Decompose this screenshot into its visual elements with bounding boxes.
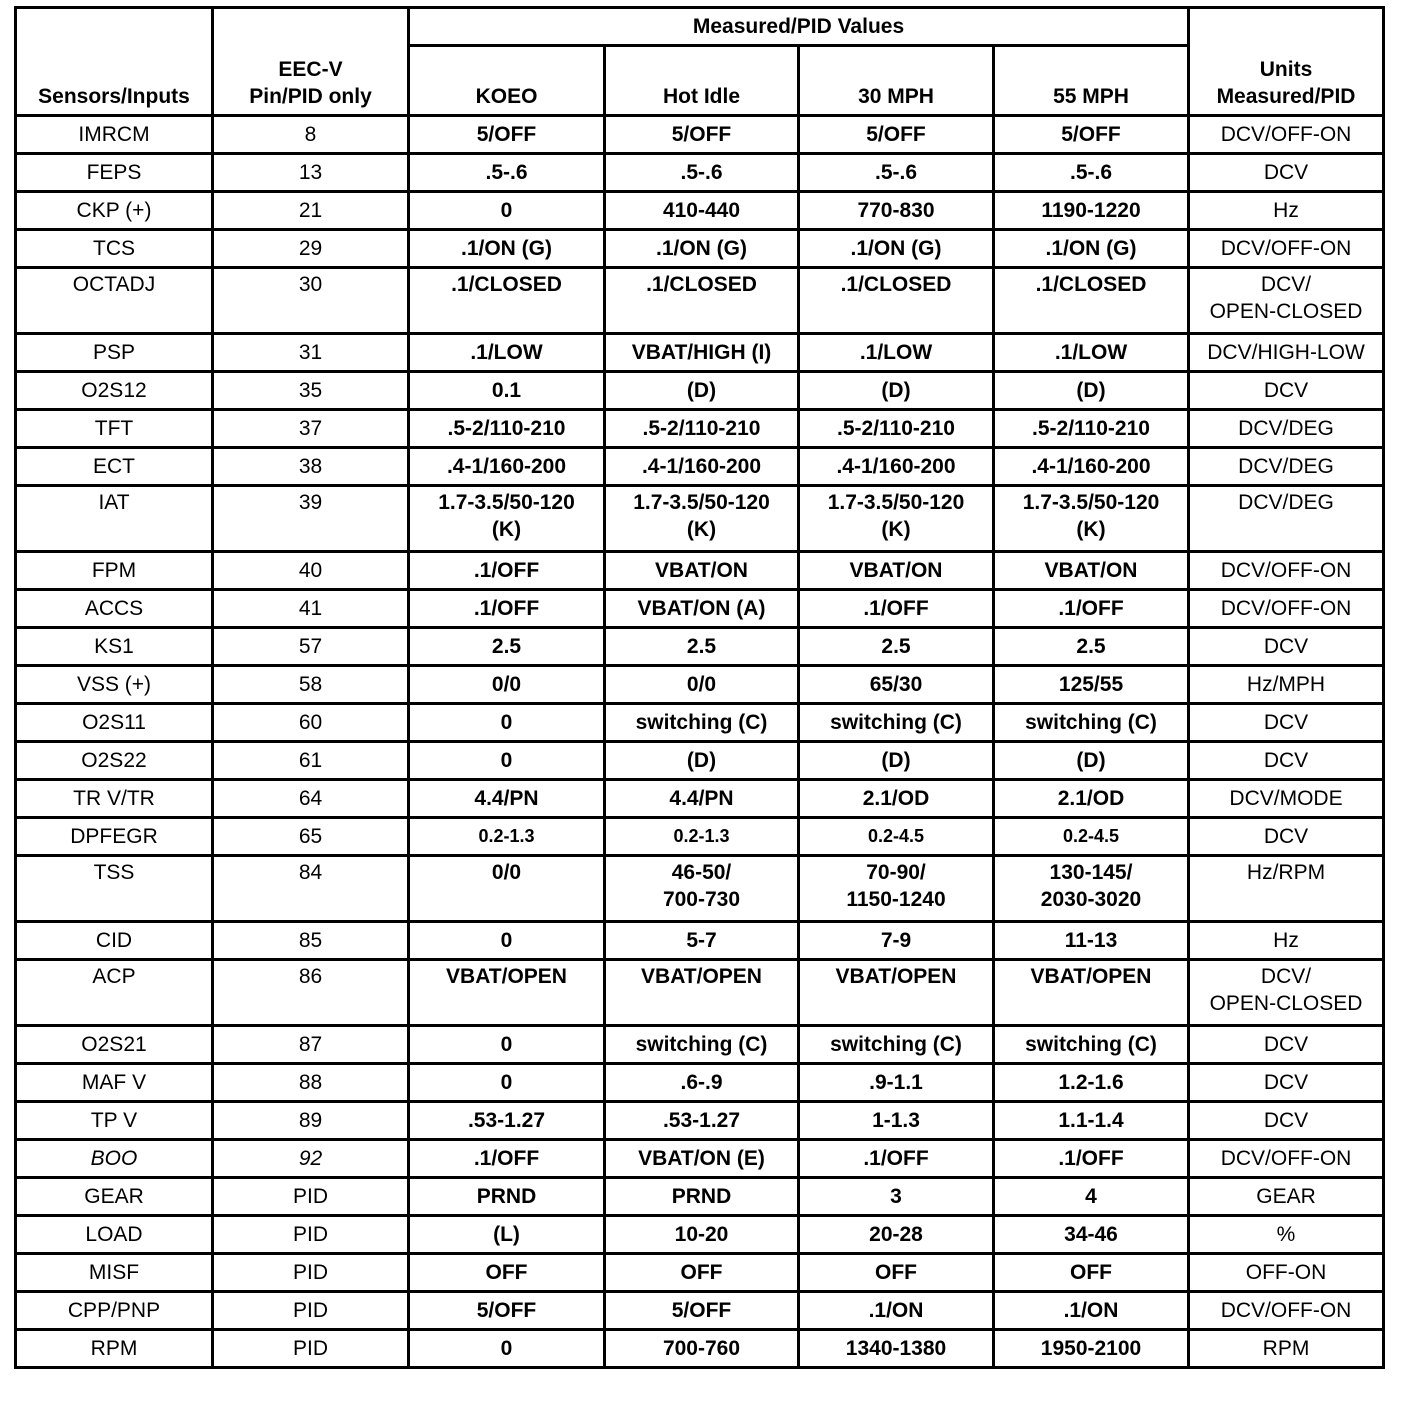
pin-cell: PID xyxy=(213,1216,409,1254)
header-units xyxy=(1189,8,1384,116)
table-row xyxy=(16,1216,1384,1254)
koeo-cell: (L) xyxy=(409,1216,605,1254)
mph55-cell: 2.1/OD xyxy=(994,780,1189,818)
pin-cell: 89 xyxy=(213,1102,409,1140)
pin-cell: PID xyxy=(213,1292,409,1330)
koeo-cell: 1.7-3.5/50-120 (K) xyxy=(409,486,605,552)
mph55-cell: 5/OFF xyxy=(994,116,1189,154)
units-cell: DCV/DEG xyxy=(1189,486,1384,552)
units-cell: DCV/OFF-ON xyxy=(1189,590,1384,628)
koeo-cell: .1/OFF xyxy=(409,1140,605,1178)
hot-idle-cell: VBAT/ON (A) xyxy=(605,590,799,628)
table-row xyxy=(16,1178,1384,1216)
header-measured-pid-values: Measured/PID Values xyxy=(409,8,1189,46)
mph30-cell: 2.5 xyxy=(799,628,994,666)
koeo-cell: .5-2/110-210 xyxy=(409,410,605,448)
pin-cell: 87 xyxy=(213,1026,409,1064)
units-cell: Hz xyxy=(1189,192,1384,230)
koeo-cell: .1/CLOSED xyxy=(409,268,605,334)
table-row xyxy=(16,448,1384,486)
sensor-cell: ECT xyxy=(16,448,213,486)
pin-cell: 88 xyxy=(213,1064,409,1102)
header-55-mph: 55 MPH xyxy=(994,46,1189,116)
units-cell: % xyxy=(1189,1216,1384,1254)
mph30-cell: 5/OFF xyxy=(799,116,994,154)
units-cell: DCV xyxy=(1189,1026,1384,1064)
hot-idle-cell: 5/OFF xyxy=(605,116,799,154)
pin-cell: 40 xyxy=(213,552,409,590)
sensor-cell: TCS xyxy=(16,230,213,268)
mph30-cell: 1.7-3.5/50-120 (K) xyxy=(799,486,994,552)
koeo-cell: .1/ON (G) xyxy=(409,230,605,268)
sensor-cell: BOO xyxy=(16,1140,213,1178)
table-row xyxy=(16,1064,1384,1102)
hot-idle-cell: 4.4/PN xyxy=(605,780,799,818)
sensor-cell: O2S11 xyxy=(16,704,213,742)
mph30-cell: 1340-1380 xyxy=(799,1330,994,1368)
koeo-cell: 0 xyxy=(409,1026,605,1064)
sensor-cell: O2S22 xyxy=(16,742,213,780)
hot-idle-cell: switching (C) xyxy=(605,704,799,742)
koeo-cell: .53-1.27 xyxy=(409,1102,605,1140)
hot-idle-cell: 0/0 xyxy=(605,666,799,704)
pin-cell: 39 xyxy=(213,486,409,552)
koeo-cell: VBAT/OPEN xyxy=(409,960,605,1026)
mph30-cell: .1/LOW xyxy=(799,334,994,372)
pin-cell: 85 xyxy=(213,922,409,960)
units-cell: DCV/DEG xyxy=(1189,448,1384,486)
hot-idle-cell: 5/OFF xyxy=(605,1292,799,1330)
hot-idle-cell: OFF xyxy=(605,1254,799,1292)
pin-cell: 31 xyxy=(213,334,409,372)
koeo-cell: .5-.6 xyxy=(409,154,605,192)
sensor-cell: TFT xyxy=(16,410,213,448)
mph30-cell: switching (C) xyxy=(799,704,994,742)
mph55-cell: 0.2-4.5 xyxy=(994,818,1189,856)
mph30-cell: .1/CLOSED xyxy=(799,268,994,334)
header-eecv-line2: Pin/PID only xyxy=(249,85,372,108)
table-row xyxy=(16,1102,1384,1140)
mph55-cell: .5-.6 xyxy=(994,154,1189,192)
mph55-cell: 125/55 xyxy=(994,666,1189,704)
table-row xyxy=(16,192,1384,230)
hot-idle-cell: (D) xyxy=(605,742,799,780)
sensor-cell: DPFEGR xyxy=(16,818,213,856)
units-cell: DCV/HIGH-LOW xyxy=(1189,334,1384,372)
mph30-cell: .1/ON xyxy=(799,1292,994,1330)
mph30-cell: .1/OFF xyxy=(799,1140,994,1178)
koeo-cell: OFF xyxy=(409,1254,605,1292)
mph55-cell: 1.2-1.6 xyxy=(994,1064,1189,1102)
koeo-cell: .1/OFF xyxy=(409,552,605,590)
mph30-cell: 3 xyxy=(799,1178,994,1216)
mph55-cell: 1950-2100 xyxy=(994,1330,1189,1368)
sensor-cell: FEPS xyxy=(16,154,213,192)
hot-idle-cell: .6-.9 xyxy=(605,1064,799,1102)
table-row xyxy=(16,410,1384,448)
units-cell: Hz/MPH xyxy=(1189,666,1384,704)
table-row xyxy=(16,922,1384,960)
units-cell: DCV/MODE xyxy=(1189,780,1384,818)
units-cell: DCV xyxy=(1189,628,1384,666)
hot-idle-cell: .53-1.27 xyxy=(605,1102,799,1140)
mph55-cell: VBAT/ON xyxy=(994,552,1189,590)
mph55-cell: .1/OFF xyxy=(994,1140,1189,1178)
sensor-cell: CKP (+) xyxy=(16,192,213,230)
pin-cell: 61 xyxy=(213,742,409,780)
koeo-cell: 0/0 xyxy=(409,666,605,704)
units-cell: DCV xyxy=(1189,704,1384,742)
units-cell: GEAR xyxy=(1189,1178,1384,1216)
hot-idle-cell: VBAT/HIGH (I) xyxy=(605,334,799,372)
table-row xyxy=(16,154,1384,192)
mph30-cell: 20-28 xyxy=(799,1216,994,1254)
sensor-cell: MISF xyxy=(16,1254,213,1292)
mph30-cell: .5-.6 xyxy=(799,154,994,192)
sensor-cell: OCTADJ xyxy=(16,268,213,334)
table-row xyxy=(16,268,1384,334)
hot-idle-cell: (D) xyxy=(605,372,799,410)
mph55-cell: .5-2/110-210 xyxy=(994,410,1189,448)
hot-idle-cell: VBAT/ON xyxy=(605,552,799,590)
hot-idle-cell: .5-2/110-210 xyxy=(605,410,799,448)
pin-cell: 30 xyxy=(213,268,409,334)
mph30-cell: switching (C) xyxy=(799,1026,994,1064)
mph30-cell: 7-9 xyxy=(799,922,994,960)
mph30-cell: (D) xyxy=(799,372,994,410)
koeo-cell: 0.2-1.3 xyxy=(409,818,605,856)
pin-cell: 65 xyxy=(213,818,409,856)
mph30-cell: .1/ON (G) xyxy=(799,230,994,268)
table-row xyxy=(16,334,1384,372)
table-row xyxy=(16,552,1384,590)
koeo-cell: 5/OFF xyxy=(409,1292,605,1330)
mph55-cell: 4 xyxy=(994,1178,1189,1216)
header-hot-idle: Hot Idle xyxy=(605,46,799,116)
koeo-cell: .1/LOW xyxy=(409,334,605,372)
units-cell: Hz xyxy=(1189,922,1384,960)
koeo-cell: 0 xyxy=(409,742,605,780)
mph55-cell: .4-1/160-200 xyxy=(994,448,1189,486)
mph55-cell: .1/CLOSED xyxy=(994,268,1189,334)
units-cell: Hz/RPM xyxy=(1189,856,1384,922)
pin-cell: PID xyxy=(213,1330,409,1368)
sensor-cell: CID xyxy=(16,922,213,960)
table-row xyxy=(16,1330,1384,1368)
koeo-cell: 0 xyxy=(409,1330,605,1368)
table-row xyxy=(16,486,1384,552)
mph55-cell: .1/ON (G) xyxy=(994,230,1189,268)
hot-idle-cell: .5-.6 xyxy=(605,154,799,192)
sensor-cell: TP V xyxy=(16,1102,213,1140)
pin-cell: 37 xyxy=(213,410,409,448)
hot-idle-cell: PRND xyxy=(605,1178,799,1216)
hot-idle-cell: .1/CLOSED xyxy=(605,268,799,334)
units-cell: DCV xyxy=(1189,742,1384,780)
mph55-cell: 1.1-1.4 xyxy=(994,1102,1189,1140)
mph30-cell: 65/30 xyxy=(799,666,994,704)
mph30-cell: OFF xyxy=(799,1254,994,1292)
units-cell: DCV xyxy=(1189,818,1384,856)
sensor-cell: PSP xyxy=(16,334,213,372)
hot-idle-cell: .4-1/160-200 xyxy=(605,448,799,486)
mph55-cell: (D) xyxy=(994,372,1189,410)
table-row xyxy=(16,1292,1384,1330)
table-row xyxy=(16,780,1384,818)
mph55-cell: 2.5 xyxy=(994,628,1189,666)
mph55-cell: 130-145/ 2030-3020 xyxy=(994,856,1189,922)
table-row xyxy=(16,1140,1384,1178)
header-koeo: KOEO xyxy=(409,46,605,116)
hot-idle-cell: 0.2-1.3 xyxy=(605,818,799,856)
sensor-cell: VSS (+) xyxy=(16,666,213,704)
mph55-cell: OFF xyxy=(994,1254,1189,1292)
hot-idle-cell: 1.7-3.5/50-120 (K) xyxy=(605,486,799,552)
units-cell: DCV/ OPEN-CLOSED xyxy=(1189,268,1384,334)
sensor-cell: IAT xyxy=(16,486,213,552)
hot-idle-cell: 46-50/ 700-730 xyxy=(605,856,799,922)
mph30-cell: .4-1/160-200 xyxy=(799,448,994,486)
hot-idle-cell: .1/ON (G) xyxy=(605,230,799,268)
pin-cell: PID xyxy=(213,1254,409,1292)
mph30-cell: VBAT/ON xyxy=(799,552,994,590)
koeo-cell: 2.5 xyxy=(409,628,605,666)
pin-cell: 21 xyxy=(213,192,409,230)
koeo-cell: 0/0 xyxy=(409,856,605,922)
hot-idle-cell: 5-7 xyxy=(605,922,799,960)
koeo-cell: 5/OFF xyxy=(409,116,605,154)
units-cell: OFF-ON xyxy=(1189,1254,1384,1292)
hot-idle-cell: 410-440 xyxy=(605,192,799,230)
mph55-cell: 34-46 xyxy=(994,1216,1189,1254)
mph55-cell: 1.7-3.5/50-120 (K) xyxy=(994,486,1189,552)
units-cell: DCV xyxy=(1189,372,1384,410)
pin-cell: 13 xyxy=(213,154,409,192)
mph30-cell: .9-1.1 xyxy=(799,1064,994,1102)
sensor-pid-table xyxy=(14,6,1385,1369)
mph55-cell: .1/ON xyxy=(994,1292,1189,1330)
mph30-cell: .1/OFF xyxy=(799,590,994,628)
units-cell: DCV xyxy=(1189,1064,1384,1102)
table-row xyxy=(16,628,1384,666)
mph55-cell: switching (C) xyxy=(994,704,1189,742)
sensor-cell: RPM xyxy=(16,1330,213,1368)
table-row xyxy=(16,818,1384,856)
koeo-cell: .1/OFF xyxy=(409,590,605,628)
units-cell: DCV/OFF-ON xyxy=(1189,1292,1384,1330)
sensor-cell: LOAD xyxy=(16,1216,213,1254)
header-eecv-pin xyxy=(213,8,409,116)
units-cell: DCV/DEG xyxy=(1189,410,1384,448)
mph30-cell: (D) xyxy=(799,742,994,780)
header-sensors-inputs: Sensors/Inputs xyxy=(16,8,213,116)
mph55-cell: 1190-1220 xyxy=(994,192,1189,230)
koeo-cell: 4.4/PN xyxy=(409,780,605,818)
mph30-cell: 770-830 xyxy=(799,192,994,230)
mph30-cell: 0.2-4.5 xyxy=(799,818,994,856)
table-body xyxy=(16,116,1384,1368)
mph55-cell: 11-13 xyxy=(994,922,1189,960)
hot-idle-cell: VBAT/ON (E) xyxy=(605,1140,799,1178)
pin-cell: 41 xyxy=(213,590,409,628)
header-units-line1: Units xyxy=(1259,58,1313,81)
koeo-cell: 0 xyxy=(409,704,605,742)
hot-idle-cell: 2.5 xyxy=(605,628,799,666)
units-cell: DCV/OFF-ON xyxy=(1189,230,1384,268)
table-row xyxy=(16,116,1384,154)
table-row xyxy=(16,960,1384,1026)
table-row xyxy=(16,1026,1384,1064)
sensor-cell: IMRCM xyxy=(16,116,213,154)
table-header xyxy=(16,8,1384,116)
mph55-cell: (D) xyxy=(994,742,1189,780)
pin-cell: 60 xyxy=(213,704,409,742)
pin-cell: 38 xyxy=(213,448,409,486)
mph30-cell: VBAT/OPEN xyxy=(799,960,994,1026)
units-cell: DCV/OFF-ON xyxy=(1189,116,1384,154)
koeo-cell: 0 xyxy=(409,922,605,960)
koeo-cell: .4-1/160-200 xyxy=(409,448,605,486)
koeo-cell: 0 xyxy=(409,1064,605,1102)
koeo-cell: PRND xyxy=(409,1178,605,1216)
sensor-cell: O2S21 xyxy=(16,1026,213,1064)
sensor-cell: KS1 xyxy=(16,628,213,666)
mph30-cell: 70-90/ 1150-1240 xyxy=(799,856,994,922)
table-row xyxy=(16,666,1384,704)
mph55-cell: switching (C) xyxy=(994,1026,1189,1064)
pin-cell: 58 xyxy=(213,666,409,704)
table-row xyxy=(16,742,1384,780)
mph30-cell: 2.1/OD xyxy=(799,780,994,818)
table-row xyxy=(16,704,1384,742)
mph55-cell: VBAT/OPEN xyxy=(994,960,1189,1026)
sensor-cell: O2S12 xyxy=(16,372,213,410)
sensor-cell: TSS xyxy=(16,856,213,922)
pin-cell: 8 xyxy=(213,116,409,154)
hot-idle-cell: switching (C) xyxy=(605,1026,799,1064)
mph55-cell: .1/LOW xyxy=(994,334,1189,372)
sensor-cell: MAF V xyxy=(16,1064,213,1102)
mph30-cell: .5-2/110-210 xyxy=(799,410,994,448)
pin-cell: 64 xyxy=(213,780,409,818)
sensor-cell: CPP/PNP xyxy=(16,1292,213,1330)
table-row xyxy=(16,230,1384,268)
units-cell: DCV/ OPEN-CLOSED xyxy=(1189,960,1384,1026)
koeo-cell: 0 xyxy=(409,192,605,230)
header-30-mph: 30 MPH xyxy=(799,46,994,116)
units-cell: DCV/OFF-ON xyxy=(1189,1140,1384,1178)
table-row xyxy=(16,590,1384,628)
table-row xyxy=(16,372,1384,410)
table-row xyxy=(16,1254,1384,1292)
header-units-line2: Measured/PID xyxy=(1216,85,1356,108)
units-cell: DCV/OFF-ON xyxy=(1189,552,1384,590)
pin-cell: 92 xyxy=(213,1140,409,1178)
units-cell: DCV xyxy=(1189,154,1384,192)
sensor-cell: ACP xyxy=(16,960,213,1026)
units-cell: DCV xyxy=(1189,1102,1384,1140)
pin-cell: 86 xyxy=(213,960,409,1026)
pin-cell: 84 xyxy=(213,856,409,922)
table-row xyxy=(16,856,1384,922)
pin-cell: 29 xyxy=(213,230,409,268)
pin-cell: 57 xyxy=(213,628,409,666)
pin-cell: 35 xyxy=(213,372,409,410)
hot-idle-cell: 10-20 xyxy=(605,1216,799,1254)
hot-idle-cell: 700-760 xyxy=(605,1330,799,1368)
header-eecv-line1: EEC-V xyxy=(278,58,343,81)
sensor-cell: FPM xyxy=(16,552,213,590)
sensor-cell: GEAR xyxy=(16,1178,213,1216)
hot-idle-cell: VBAT/OPEN xyxy=(605,960,799,1026)
pin-cell: PID xyxy=(213,1178,409,1216)
sensor-cell: TR V/TR xyxy=(16,780,213,818)
sensor-pid-table-sheet xyxy=(14,6,1385,1369)
sensor-cell: ACCS xyxy=(16,590,213,628)
mph55-cell: .1/OFF xyxy=(994,590,1189,628)
units-cell: RPM xyxy=(1189,1330,1384,1368)
koeo-cell: 0.1 xyxy=(409,372,605,410)
mph30-cell: 1-1.3 xyxy=(799,1102,994,1140)
